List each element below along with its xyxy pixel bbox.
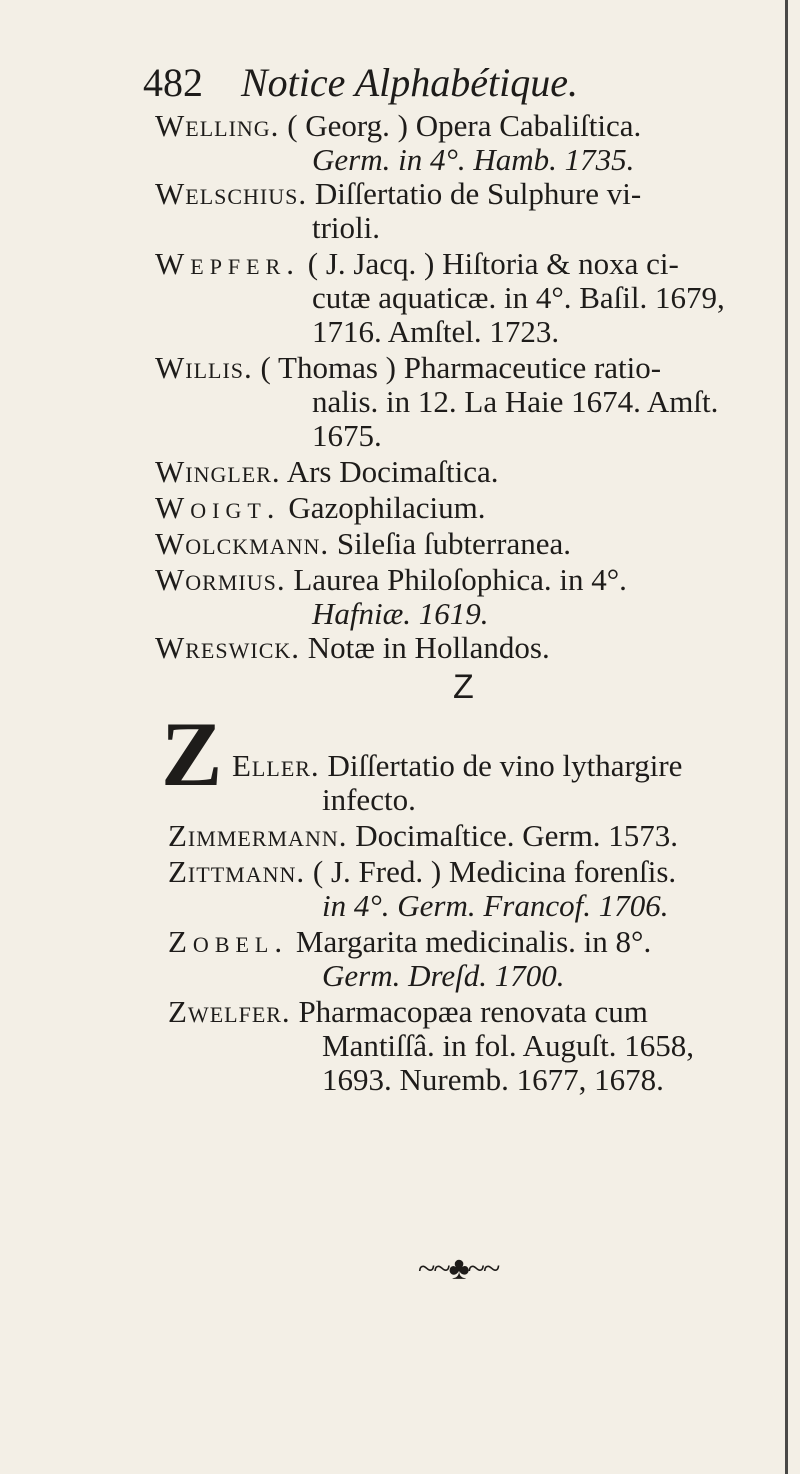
entry-woigt xyxy=(155,488,785,528)
tailpiece-ornament: ~~♣~~ xyxy=(418,1250,499,1286)
entry-name: Zittmann. xyxy=(168,854,306,889)
entry-name: Wepfer. xyxy=(155,246,301,281)
entry-continuation: 1675. xyxy=(312,418,382,453)
entry-continuation: Germ. Dreſd. 1700. xyxy=(322,958,565,993)
page-edge-line xyxy=(785,0,788,1474)
entry-text: Ars Docimaſtica. xyxy=(280,454,499,489)
entry-continuation: 1693. Nuremb. 1677, 1678. xyxy=(322,1062,664,1097)
entry-text: Notæ in Hollandos. xyxy=(300,630,550,665)
entry-name: Wingler. xyxy=(155,454,281,489)
entry-text: Docimaſtice. Germ. 1573. xyxy=(347,818,679,853)
entry-name: Wolckmann. xyxy=(155,526,330,561)
entry-text: ( J. Fred. ) Medicina forenſis. xyxy=(305,854,677,889)
entry-continuation: cutæ aquaticæ. in 4°. Baſil. 1679, xyxy=(312,280,725,315)
entry-name: Woigt. xyxy=(155,490,281,525)
section-letter-z: Z xyxy=(453,668,474,706)
entry-continuation: infecto. xyxy=(322,782,416,817)
entry-text: Margarita medicinalis. in 8°. xyxy=(288,924,652,959)
entry-text: Sileſia ſubterranea. xyxy=(329,526,571,561)
entry-name: Wreswick. xyxy=(155,630,301,665)
entry-text: Diſſertatio de vino lythargire xyxy=(319,748,683,783)
entry-text: ( Georg. ) Opera Cabaliſtica. xyxy=(279,108,642,143)
page-header xyxy=(143,58,703,108)
entry-zeller xyxy=(232,746,792,786)
entry-name: Eller. xyxy=(232,748,320,783)
page-number: 482 xyxy=(143,60,203,105)
entry-wreswick xyxy=(155,628,785,668)
entry-wolckmann xyxy=(155,524,785,564)
entry-continuation: nalis. in 12. La Haie 1674. Amſt. xyxy=(312,384,719,419)
entry-name: Zobel. xyxy=(168,924,289,959)
entry-name: Wormius. xyxy=(155,562,286,597)
entry-name: Welling. xyxy=(155,108,280,143)
entry-continuation: in 4°. Germ. Francof. 1706. xyxy=(322,888,669,923)
entry-text: ( J. Jacq. ) Hiſtoria & noxa ci- xyxy=(300,246,679,281)
entry-text: Pharmacopæa renovata cum xyxy=(290,994,648,1029)
entry-name: Zwelfer. xyxy=(168,994,291,1029)
entry-text: Gazophilacium. xyxy=(280,490,486,525)
entry-welschius xyxy=(155,174,785,214)
entry-text: ( Thomas ) Pharmaceutice ratio- xyxy=(252,350,662,385)
entry-text: Diſſertatio de Sulphure vi- xyxy=(307,176,642,211)
entry-wingler xyxy=(155,452,785,492)
entry-continuation: trioli. xyxy=(312,210,381,245)
entry-continuation: 1716. Amſtel. 1723. xyxy=(312,314,560,349)
entry-continuation: Mantiſſâ. in fol. Auguſt. 1658, xyxy=(322,1028,694,1063)
entry-name: Zimmermann. xyxy=(168,818,348,853)
entry-name: Welschius. xyxy=(155,176,308,211)
entry-continuation: Hafniæ. 1619. xyxy=(312,596,489,631)
entry-text: Laurea Philoſophica. in 4°. xyxy=(285,562,627,597)
entry-zimmermann xyxy=(168,816,798,856)
running-title: Notice Alphabétique. xyxy=(241,60,578,105)
entry-continuation: Germ. in 4°. Hamb. 1735. xyxy=(312,142,635,177)
drop-capital: Z xyxy=(161,703,223,805)
entry-name: Willis. xyxy=(155,350,253,385)
